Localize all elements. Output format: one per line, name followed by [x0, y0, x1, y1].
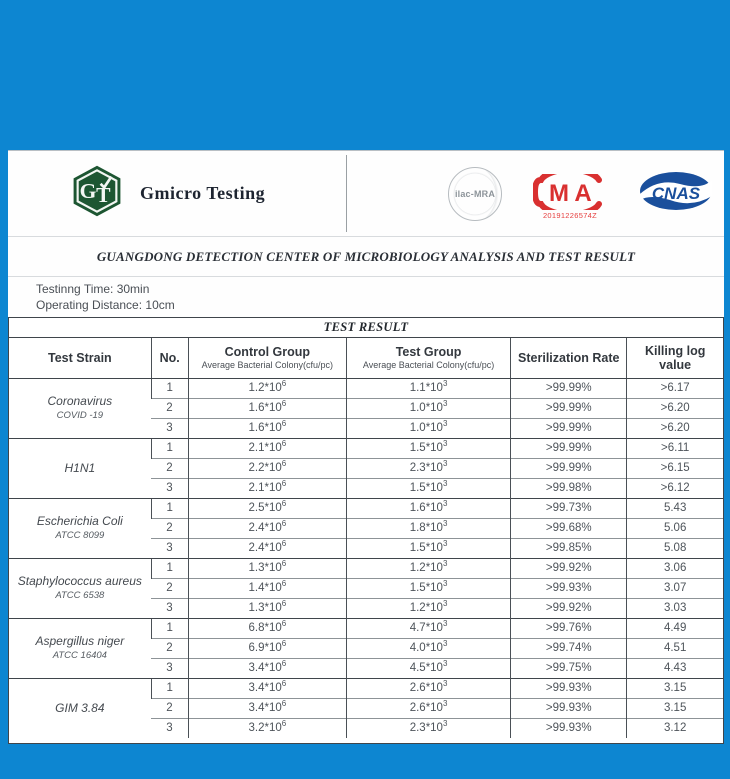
test-cell: $1.8*10^3$ — [346, 518, 510, 538]
test-cell: $1.1*10^3$ — [346, 378, 510, 398]
control-cell: $1.2*10^6$ — [188, 378, 346, 398]
no-cell: 1 — [151, 558, 188, 578]
strain-subtitle: COVID -19 — [56, 410, 104, 421]
log-cell: 3.07 — [627, 578, 723, 598]
rate-cell: >99.99% — [511, 418, 627, 438]
control-cell: $1.6*10^6$ — [188, 418, 346, 438]
ilac-mra-label: ilac-MRA — [454, 188, 496, 199]
strain-subtitle: ATCC 16404 — [52, 650, 107, 661]
svg-text:M: M — [549, 179, 569, 207]
test-cell: $1.2*10^3$ — [346, 558, 510, 578]
testing-time: Testinng Time: 30min — [36, 282, 150, 296]
rate-cell: >99.92% — [511, 558, 627, 578]
strain-cell — [9, 498, 151, 558]
log-cell: >6.12 — [627, 478, 723, 498]
table-row — [9, 438, 723, 458]
log-cell: 5.06 — [627, 518, 723, 538]
test-cell: $4.0*10^3$ — [346, 638, 510, 658]
test-cell: $1.5*10^3$ — [346, 538, 510, 558]
log-cell: >6.20 — [627, 398, 723, 418]
log-cell: 5.43 — [627, 498, 723, 518]
control-cell: $2.4*10^6$ — [188, 538, 346, 558]
strain-subtitle: ATCC 8099 — [55, 530, 105, 541]
company-name: Gmicro Testing — [140, 183, 266, 203]
table-row — [9, 498, 723, 518]
log-cell: 5.08 — [627, 538, 723, 558]
control-cell: $2.2*10^6$ — [188, 458, 346, 478]
strain-cell — [9, 678, 151, 738]
no-cell: 3 — [151, 718, 188, 738]
control-cell: $3.4*10^6$ — [188, 678, 346, 698]
rate-cell: >99.76% — [511, 618, 627, 638]
test-cell: $4.5*10^3$ — [346, 658, 510, 678]
rate-cell: >99.99% — [511, 398, 627, 418]
no-cell: 3 — [151, 418, 188, 438]
log-cell: 4.43 — [627, 658, 723, 678]
control-cell: $3.2*10^6$ — [188, 718, 346, 738]
no-cell: 3 — [151, 478, 188, 498]
no-cell: 3 — [151, 538, 188, 558]
strain-cell — [9, 618, 151, 678]
log-cell: 4.49 — [627, 618, 723, 638]
col-control-group: Control Group Average Bacterial Colony(cfu/pc) — [188, 338, 346, 378]
strain-name: GIM 3.84 — [55, 700, 105, 715]
test-cell: $1.5*10^3$ — [346, 478, 510, 498]
no-cell: 1 — [151, 678, 188, 698]
log-cell: 3.06 — [627, 558, 723, 578]
rate-cell: >99.99% — [511, 378, 627, 398]
rate-cell: >99.73% — [511, 498, 627, 518]
control-cell: $6.9*10^6$ — [188, 638, 346, 658]
test-cell: $2.6*10^3$ — [346, 698, 510, 718]
table-row — [9, 618, 723, 638]
table-row — [9, 378, 723, 398]
col-sterilization-rate: Sterilization Rate — [511, 338, 627, 378]
control-cell: $3.4*10^6$ — [188, 658, 346, 678]
strain-subtitle: ATCC 6538 — [55, 590, 105, 601]
rate-cell: >99.74% — [511, 638, 627, 658]
col-test-group: Test Group Average Bacterial Colony(cfu/pc) — [346, 338, 510, 378]
gmicro-logo-icon — [70, 164, 124, 223]
rate-cell: >99.93% — [511, 698, 627, 718]
ilac-mra-seal-icon — [448, 167, 502, 221]
svg-text:CNAS: CNAS — [651, 184, 701, 203]
no-cell: 2 — [151, 638, 188, 658]
log-cell: >6.11 — [627, 438, 723, 458]
no-cell: 1 — [151, 438, 188, 458]
report-title: GUANGDONG DETECTION CENTER OF MICROBIOLOGY ANALYSIS AND TEST RESULT — [96, 248, 636, 264]
control-cell: $2.1*10^6$ — [188, 438, 346, 458]
strain-cell — [9, 558, 151, 618]
svg-text:G: G — [79, 179, 97, 204]
strain-name: Escherichia Coli — [36, 514, 123, 528]
control-cell: $6.8*10^6$ — [188, 618, 346, 638]
test-cell: $1.5*10^3$ — [346, 438, 510, 458]
log-cell: 3.15 — [627, 698, 723, 718]
svg-text:A: A — [574, 179, 592, 207]
cma-certificate-number: 20191226574Z — [542, 210, 598, 220]
report-header — [8, 151, 724, 237]
test-cell: $2.3*10^3$ — [346, 458, 510, 478]
no-cell: 3 — [151, 658, 188, 678]
test-conditions — [8, 277, 724, 317]
test-cell: $1.0*10^3$ — [346, 398, 510, 418]
table-row — [9, 558, 723, 578]
header-divider — [346, 155, 347, 232]
control-cell: $2.5*10^6$ — [188, 498, 346, 518]
no-cell: 2 — [151, 398, 188, 418]
rate-cell: >99.68% — [511, 518, 627, 538]
strain-name: Aspergillus niger — [35, 634, 125, 648]
table-row — [9, 678, 723, 698]
control-cell: $1.4*10^6$ — [188, 578, 346, 598]
log-cell: 3.03 — [627, 598, 723, 618]
strain-cell — [9, 438, 151, 498]
log-cell: 4.51 — [627, 638, 723, 658]
test-cell: $2.6*10^3$ — [346, 678, 510, 698]
log-cell: >6.15 — [627, 458, 723, 478]
test-cell: $4.7*10^3$ — [346, 618, 510, 638]
rate-cell: >99.93% — [511, 578, 627, 598]
no-cell: 2 — [151, 698, 188, 718]
rate-cell: >99.75% — [511, 658, 627, 678]
table-header-row — [9, 338, 723, 378]
test-cell: $1.2*10^3$ — [346, 598, 510, 618]
strain-name: H1N1 — [64, 460, 96, 475]
control-cell: $1.3*10^6$ — [188, 558, 346, 578]
cnas-seal-icon — [638, 170, 714, 217]
log-cell: 3.15 — [627, 678, 723, 698]
log-cell: 3.12 — [627, 718, 723, 738]
no-cell: 2 — [151, 518, 188, 538]
test-result-table — [9, 338, 723, 738]
no-cell: 1 — [151, 378, 188, 398]
rate-cell: >99.92% — [511, 598, 627, 618]
no-cell: 3 — [151, 598, 188, 618]
no-cell: 1 — [151, 498, 188, 518]
log-cell: >6.20 — [627, 418, 723, 438]
strain-name: Coronavirus — [47, 394, 113, 408]
col-test-strain: Test Strain — [9, 338, 151, 378]
test-cell: $1.0*10^3$ — [346, 418, 510, 438]
strain-name: Staphylococcus aureus — [17, 574, 142, 588]
table-caption: TEST RESULT — [9, 318, 723, 338]
no-cell: 2 — [151, 578, 188, 598]
no-cell: 1 — [151, 618, 188, 638]
report-document — [8, 150, 724, 744]
rate-cell: >99.85% — [511, 538, 627, 558]
rate-cell: >99.93% — [511, 678, 627, 698]
rate-cell: >99.93% — [511, 718, 627, 738]
certification-logos — [448, 151, 714, 236]
title-band — [8, 237, 724, 277]
operating-distance: Operating Distance: 10cm — [36, 298, 175, 312]
test-cell: $2.3*10^3$ — [346, 718, 510, 738]
rate-cell: >99.99% — [511, 458, 627, 478]
control-cell: $1.3*10^6$ — [188, 598, 346, 618]
control-cell: $2.1*10^6$ — [188, 478, 346, 498]
control-cell: $3.4*10^6$ — [188, 698, 346, 718]
rate-cell: >99.99% — [511, 438, 627, 458]
brand-block — [8, 164, 265, 223]
log-cell: >6.17 — [627, 378, 723, 398]
control-cell: $1.6*10^6$ — [188, 398, 346, 418]
test-cell: $1.6*10^3$ — [346, 498, 510, 518]
col-killing-log-value: Killing log value — [627, 338, 723, 378]
cma-seal-icon — [533, 174, 607, 220]
strain-cell — [9, 378, 151, 438]
no-cell: 2 — [151, 458, 188, 478]
result-table — [8, 317, 724, 744]
col-no: No. — [151, 338, 188, 378]
svg-text:T: T — [96, 182, 111, 207]
test-cell: $1.5*10^3$ — [346, 578, 510, 598]
control-cell: $2.4*10^6$ — [188, 518, 346, 538]
rate-cell: >99.98% — [511, 478, 627, 498]
